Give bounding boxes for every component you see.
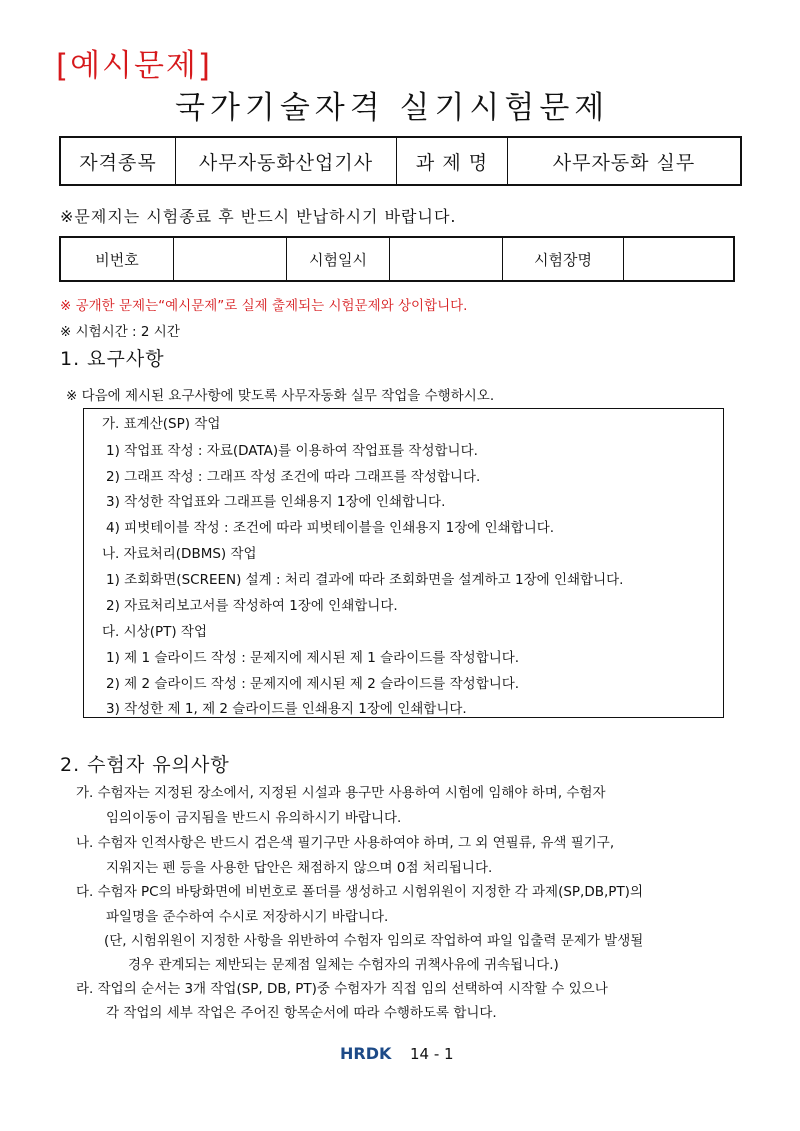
req-item: 1) 작업표 작성 : 자료(DATA)를 이용하여 작업표를 작성합니다. (106, 443, 478, 459)
return-notice: ※문제지는 시험종료 후 반드시 반납하시기 바랍니다. (60, 207, 457, 226)
caution-line: 파일명을 준수하여 수시로 저장하시기 바랍니다. (106, 909, 389, 925)
req-group-dbms: 나. 자료처리(DBMS) 작업 (102, 546, 257, 562)
req-group-pt: 다. 시상(PT) 작업 (102, 624, 207, 640)
section2-heading: 2. 수험자 유의사항 (60, 754, 230, 776)
value-seat-number (174, 237, 287, 281)
req-item: 2) 자료처리보고서를 작성하여 1장에 인쇄합니다. (106, 598, 398, 614)
value-qualification: 사무자동화산업기사 (176, 137, 397, 185)
caution-line: (단, 시험위원이 지정한 사항을 위반하여 수험자 임의로 작업하여 파일 입출력 문제가 발생될 (104, 933, 644, 949)
exam-time-note: ※ 시험시간 : 2 시간 (60, 324, 180, 340)
req-item: 2) 제 2 슬라이드 작성 : 문제지에 제시된 제 2 슬라이드를 작성합니다. (106, 676, 520, 692)
exam-info-table (59, 236, 735, 282)
hrdk-logo: HRDK (340, 1044, 392, 1063)
caution-line: 나. 수험자 인적사항은 반드시 검은색 필기구만 사용하여야 하며, 그 외 연필류, 유색 필기구, (76, 835, 615, 851)
page-title: 국가기술자격 실기시험문제 (175, 90, 610, 126)
req-item: 3) 작성한 제 1, 제 2 슬라이드를 인쇄용지 1장에 인쇄합니다. (106, 701, 467, 717)
value-exam-date (390, 237, 503, 281)
caution-line: 임의이동이 금지됨을 반드시 유의하시기 바랍니다. (106, 810, 402, 826)
value-task-name: 사무자동화 실무 (508, 137, 742, 185)
section1-intro: ※ 다음에 제시된 요구사항에 맞도록 사무자동화 실무 작업을 수행하시오. (66, 388, 495, 404)
label-exam-site: 시험장명 (503, 237, 624, 281)
caution-line: 가. 수험자는 지정된 장소에서, 지정된 시설과 용구만 사용하여 시험에 임해야 하며, 수험자 (76, 785, 606, 801)
label-exam-date: 시험일시 (287, 237, 390, 281)
disclaimer-note: ※ 공개한 문제는“예시문제”로 실제 출제되는 시험문제와 상이합니다. (60, 298, 468, 314)
caution-line: 다. 수험자 PC의 바탕화면에 비번호로 폴더를 생성하고 시험위원이 지정한 각 과제(SP,DB,PT)의 (76, 884, 643, 900)
caution-line: 라. 작업의 순서는 3개 작업(SP, DB, PT)중 수험자가 직접 임의 선택하여 시작할 수 있으나 (76, 981, 608, 997)
section1-heading: 1. 요구사항 (60, 348, 165, 370)
label-seat-number: 비번호 (60, 237, 174, 281)
info-table (59, 136, 742, 186)
caution-line: 경우 관계되는 제반되는 문제점 일체는 수험자의 귀책사유에 귀속됩니다.) (128, 957, 559, 973)
label-task-name: 과 제 명 (397, 137, 508, 185)
req-item: 3) 작성한 작업표와 그래프를 인쇄용지 1장에 인쇄합니다. (106, 494, 446, 510)
req-item: 4) 피벗테이블 작성 : 조건에 따라 피벗테이블을 인쇄용지 1장에 인쇄합니다. (106, 520, 555, 536)
req-item: 1) 제 1 슬라이드 작성 : 문제지에 제시된 제 1 슬라이드를 작성합니다. (106, 650, 520, 666)
req-item: 2) 그래프 작성 : 그래프 작성 조건에 따라 그래프를 작성합니다. (106, 469, 481, 485)
example-tag: [예시문제] (56, 48, 212, 84)
label-qualification: 자격종목 (60, 137, 176, 185)
req-group-sp: 가. 표계산(SP) 작업 (102, 416, 221, 432)
caution-line: 각 작업의 세부 작업은 주어진 항목순서에 따라 수행하도록 합니다. (106, 1005, 497, 1021)
page-number: 14 - 1 (410, 1045, 454, 1063)
value-exam-site (624, 237, 735, 281)
req-item: 1) 조회화면(SCREEN) 설계 : 처리 결과에 따라 조회화면을 설계하고 1장에 인쇄합니다. (106, 572, 624, 588)
caution-line: 지워지는 펜 등을 사용한 답안은 채점하지 않으며 0점 처리됩니다. (106, 860, 493, 876)
